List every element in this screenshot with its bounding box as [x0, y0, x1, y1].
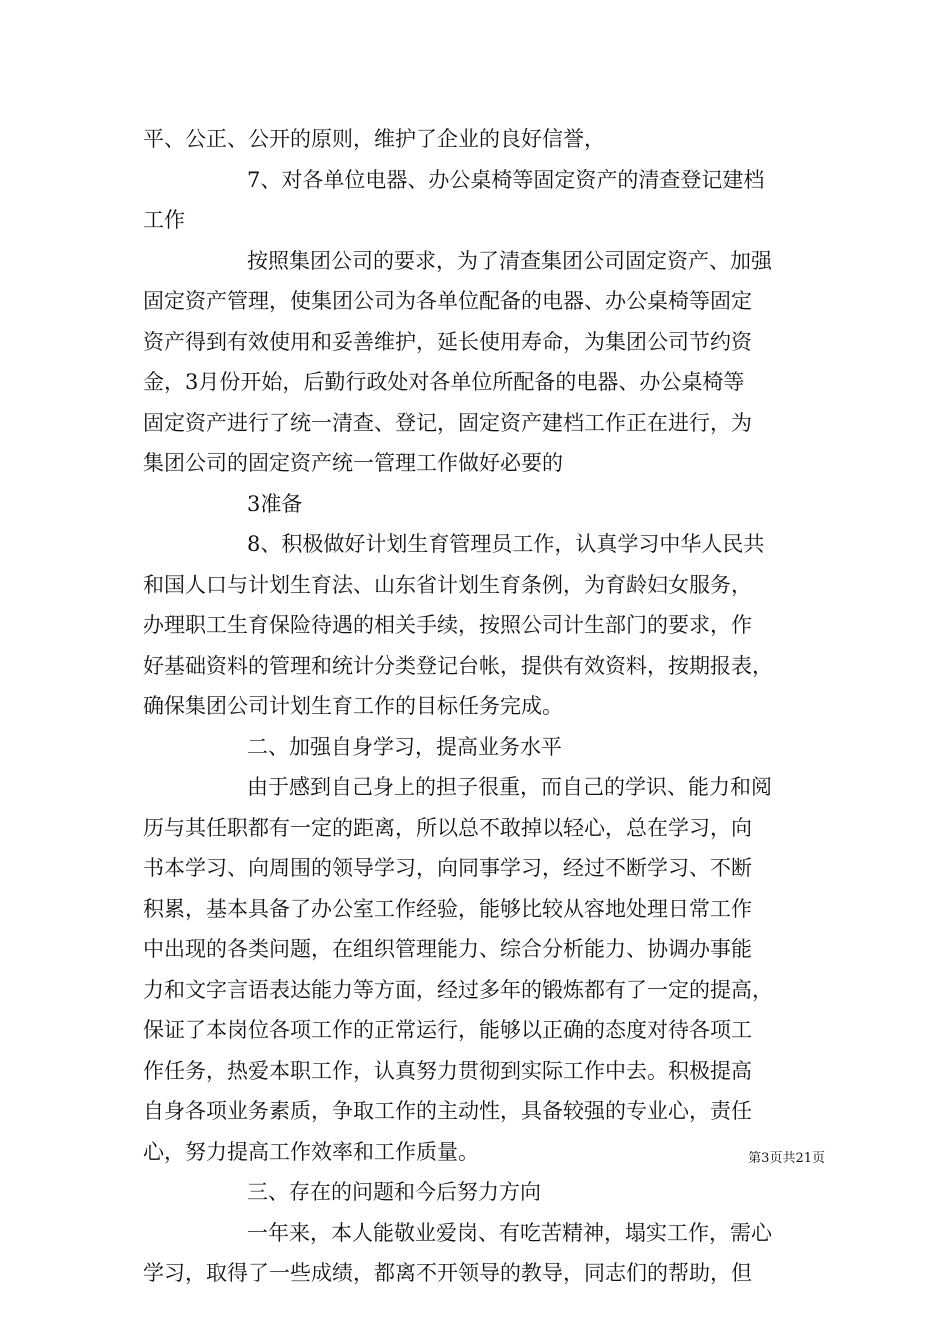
text-line: 自身各项业务素质，争取工作的主动性，具备较强的专业心，责任 — [143, 1099, 752, 1123]
paragraph-start: 一年来，本人能敬业爱岗、有吃苦精神，塌实工作，需心 — [247, 1220, 772, 1245]
text-line: 办理职工生育保险待遇的相关手续，按照公司计生部门的要求，作 — [143, 613, 752, 637]
text-line: 固定资产进行了统一清查、登记，固定资产建档工作正在进行，为 — [143, 410, 752, 435]
text-line: 积累，基本具备了办公室工作经验，能够比较从容地处理日常工作 — [143, 896, 752, 921]
text-line: 力和文字言语表达能力等方面，经过多年的锻炼都有了一定的提高， — [143, 977, 773, 1002]
text-line: 资产得到有效使用和妥善维护，延长使用寿命，为集团公司节约资 — [143, 329, 752, 354]
text-line: 保证了本岗位各项工作的正常运行，能够以正确的态度对待各项工 — [143, 1018, 752, 1042]
text-line: 确保集团公司计划生育工作的目标任务完成。 — [143, 694, 563, 718]
section-heading: 7、对各单位电器、办公桌椅等固定资产的清查登记建档 — [247, 167, 765, 192]
section-heading: 8、积极做好计划生育管理员工作，认真学习中华人民共 — [247, 532, 765, 556]
text-line: 书本学习、向周围的领导学习，向同事学习，经过不断学习、不断 — [143, 856, 752, 880]
text-line: 作任务，热爱本职工作，认真努力贯彻到实际工作中去。积极提高 — [143, 1058, 752, 1083]
section-heading: 二、加强自身学习，提高业务水平 — [247, 734, 562, 759]
text-line: 平、公正、公开的原则，维护了企业的良好信誉， — [143, 127, 605, 151]
text-line: 学习，取得了一些成绩，都离不开领导的教导，同志们的帮助，但 — [143, 1261, 752, 1285]
text-line: 集团公司的固定资产统一管理工作做好必要的 — [143, 451, 563, 475]
text-line: 中出现的各类问题，在组织管理能力、综合分析能力、协调办事能 — [143, 937, 752, 961]
text-line: 好基础资料的管理和统计分类登记台帐，提供有效资料，按期报表， — [143, 653, 773, 678]
section-heading: 三、存在的问题和今后努力方向 — [247, 1180, 541, 1204]
document-body — [143, 119, 831, 1294]
text-line: 心，努力提高工作效率和工作质量。 — [143, 1139, 479, 1164]
text-line: 工作 — [143, 208, 185, 232]
text-line: 3准备 — [247, 491, 303, 516]
text-line: 和国人口与计划生育法、山东省计划生育条例，为育龄妇女服务， — [143, 572, 752, 597]
text-line: 固定资产管理，使集团公司为各单位配备的电器、办公桌椅等固定 — [143, 289, 752, 313]
text-line: 金，3月份开始，后勤行政处对各单位所配备的电器、办公桌椅等 — [143, 370, 745, 394]
paragraph-start: 按照集团公司的要求，为了清查集团公司固定资产、加强 — [247, 248, 772, 273]
page-number: 第3页共21页 — [748, 1151, 825, 1166]
text-line: 历与其任职都有一定的距离，所以总不敢掉以轻心，总在学习，向 — [143, 815, 752, 840]
paragraph-start: 由于感到自己身上的担子很重，而自己的学识、能力和阅 — [247, 775, 772, 799]
